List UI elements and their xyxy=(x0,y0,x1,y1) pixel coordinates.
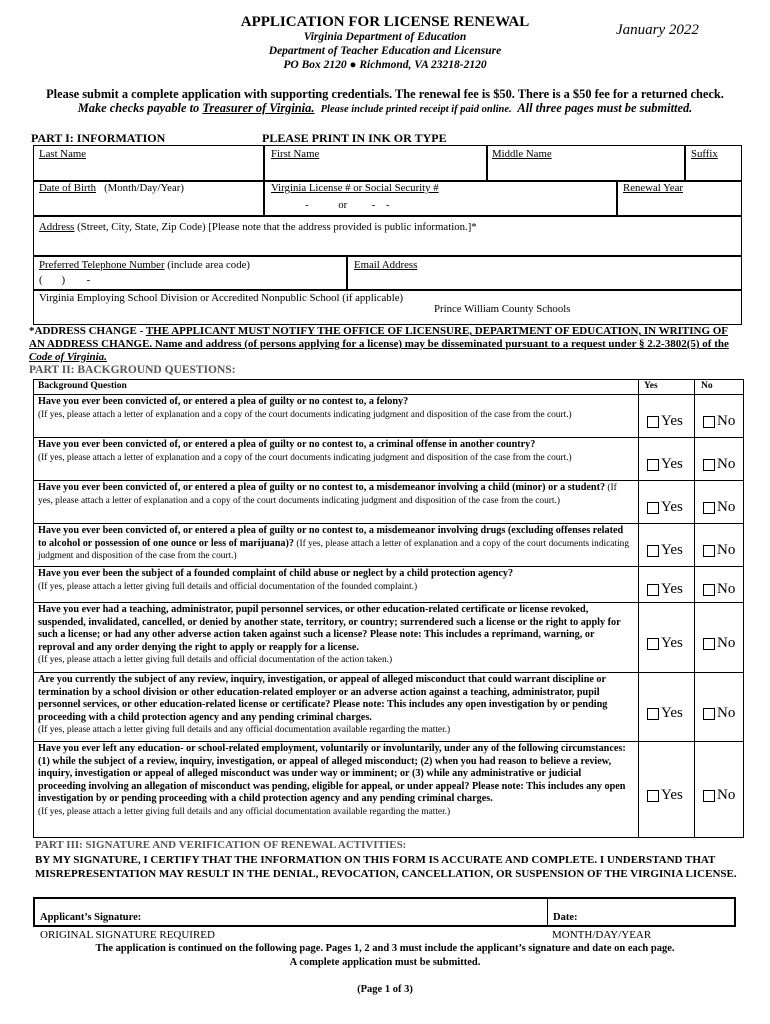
yes-label: Yes xyxy=(661,542,683,558)
first-name-field[interactable] xyxy=(264,145,487,181)
no-cell xyxy=(694,742,746,837)
question-instructions: (If yes, please attach a letter of explanation and a copy of the court documents indicating judgment and disposition of the case from the court.) xyxy=(38,452,572,463)
no-label: No xyxy=(717,705,736,721)
yes-label: Yes xyxy=(661,456,683,472)
license-format: - or - - xyxy=(305,199,390,211)
question-prompt: Have you ever left any education- or school-related employment, voluntarily or involuntarily, under any of the following circumstances: (1) while the subject of a review, inquiry, investigation, or appeal of alleged misconduct; (2) when you had reason to believe a review, inquiry, investigation or appeal of alleged misconduct was under way or imminent; or (3) while any administrative or judicial proceeding involving an allegation of misconduct was pending, eligible for appeal, or under appeal? Please note: This includes any open investigation by or pending proceeding with a child protection agency and any pending criminal charges. xyxy=(38,743,626,804)
license-ssn-field[interactable] xyxy=(264,181,617,216)
checkbox-square-icon xyxy=(703,708,715,720)
yes-label: Yes xyxy=(661,581,683,597)
middle-name-field[interactable] xyxy=(487,145,685,181)
no-cell xyxy=(694,567,746,602)
pages-note: All three pages must be submitted. xyxy=(517,101,693,115)
email-field[interactable] xyxy=(347,256,742,290)
date-label: Date: xyxy=(553,912,578,923)
yes-checkbox[interactable] xyxy=(647,581,683,598)
no-cell xyxy=(694,673,746,741)
form-title: APPLICATION FOR LICENSE RENEWAL xyxy=(240,14,530,30)
checkbox-square-icon xyxy=(703,459,715,471)
no-cell xyxy=(694,438,746,480)
signature-date-field[interactable] xyxy=(548,899,736,925)
last-name-field[interactable] xyxy=(33,145,264,181)
question-text xyxy=(34,742,634,819)
employer-value: Prince William County Schools xyxy=(434,303,571,315)
question-prompt: Are you currently the subject of any review, inquiry, investigation, or appeal of alleged misconduct that could warrant discipline or termination by a school division or other education-related employer or an adverse action against a teaching, administrator, pupil personnel services, or other education-related license or certificate? Please note: This includes any open investigation by or pending proceeding with a child protection agency and any pending criminal charges. xyxy=(38,674,608,723)
no-label: No xyxy=(717,413,736,429)
yes-label: Yes xyxy=(661,499,683,515)
checkbox-square-icon xyxy=(647,584,659,596)
no-cell xyxy=(694,395,746,437)
question-prompt: Have you ever been convicted of, or entered a plea of guilty or no contest to, a criminal offense in another country? xyxy=(38,439,536,450)
checkbox-square-icon xyxy=(647,502,659,514)
no-checkbox[interactable] xyxy=(703,542,735,559)
address-label-wrap xyxy=(39,221,477,233)
no-label: No xyxy=(717,787,736,803)
address-note: (Street, City, State, Zip Code) [Please note that the address provided is public information.]* xyxy=(74,221,477,233)
checkbox-square-icon xyxy=(647,790,659,802)
yes-cell xyxy=(638,438,695,480)
question-row xyxy=(33,603,744,673)
no-checkbox[interactable] xyxy=(703,456,735,473)
col-no-cell xyxy=(694,380,745,394)
address-change-note xyxy=(29,325,744,364)
question-instructions: (If yes, please attach a letter giving full details and official documentation of the action taken.) xyxy=(38,655,393,665)
last-name-label: Last Name xyxy=(39,148,87,160)
footer-complete: A complete application must be submitted. xyxy=(289,957,481,968)
yes-label: Yes xyxy=(661,635,683,651)
question-instructions: (If yes, please attach a letter giving full details and any official documentation available regarding the matter.) xyxy=(38,806,451,817)
no-checkbox[interactable] xyxy=(703,705,735,722)
phone-label: Preferred Telephone Number xyxy=(39,259,165,271)
checkbox-square-icon xyxy=(647,459,659,471)
col-question: Background Question xyxy=(38,381,127,391)
no-checkbox[interactable] xyxy=(703,581,735,598)
col-no: No xyxy=(701,381,713,391)
address-change-lead: *ADDRESS CHANGE - xyxy=(29,325,146,337)
dob-field[interactable] xyxy=(33,181,264,216)
yes-cell xyxy=(638,481,695,523)
question-row xyxy=(33,673,744,742)
checkbox-square-icon xyxy=(703,790,715,802)
signature-subtext: ORIGINAL SIGNATURE REQUIRED xyxy=(40,929,215,941)
checkbox-square-icon xyxy=(647,545,659,557)
question-text xyxy=(34,395,634,422)
no-label: No xyxy=(717,635,736,651)
no-checkbox[interactable] xyxy=(703,787,735,804)
division-name: Department of Teacher Education and Licensure xyxy=(268,45,502,57)
middle-name-label: Middle Name xyxy=(492,148,552,160)
checkbox-square-icon xyxy=(703,502,715,514)
no-cell xyxy=(694,481,746,523)
question-row xyxy=(33,567,744,603)
yes-checkbox[interactable] xyxy=(647,413,683,430)
no-label: No xyxy=(717,581,736,597)
no-checkbox[interactable] xyxy=(703,413,735,430)
address-change-body: THE APPLICANT MUST NOTIFY THE OFFICE OF LICENSURE, DEPARTMENT OF EDUCATION, IN WRITING OF AN ADDRESS CHANGE. Name and address (of persons applying for a license) may be disseminated pursuant to a request under § 2.2-3802(5) of the xyxy=(29,325,729,350)
question-row xyxy=(33,742,744,838)
employer-label: Virginia Employing School Division or Accredited Nonpublic School (if applicable) xyxy=(39,292,404,304)
print-note: PLEASE PRINT IN INK OR TYPE xyxy=(262,131,447,145)
license-label: Virginia License # or Social Security # xyxy=(271,182,439,194)
no-checkbox[interactable] xyxy=(703,499,735,516)
no-label: No xyxy=(717,499,736,515)
question-instructions: (If yes, please attach a letter giving full details and any official documentation available regarding the matter.) xyxy=(38,725,451,735)
question-row xyxy=(33,395,744,438)
renewal-year-label: Renewal Year xyxy=(623,182,683,194)
no-cell xyxy=(694,524,746,566)
part2-heading: PART II: BACKGROUND QUESTIONS: xyxy=(29,364,236,376)
no-checkbox[interactable] xyxy=(703,635,735,652)
question-row xyxy=(33,481,744,524)
dob-format: (Month/Day/Year) xyxy=(104,182,184,194)
employer-field[interactable] xyxy=(33,290,742,325)
yes-checkbox[interactable] xyxy=(647,787,683,804)
dob-label-wrap xyxy=(39,182,184,194)
question-prompt: Have you ever been the subject of a founded complaint of child abuse or neglect by a child protection agency? xyxy=(38,568,514,579)
yes-cell xyxy=(638,567,695,602)
address-field[interactable] xyxy=(33,216,742,256)
yes-checkbox[interactable] xyxy=(647,705,683,722)
question-row xyxy=(33,524,744,567)
phone-note: (include area code) xyxy=(164,259,250,271)
checkbox-square-icon xyxy=(703,584,715,596)
yes-checkbox[interactable] xyxy=(647,542,683,559)
no-label: No xyxy=(717,456,736,472)
question-prompt: Have you ever been convicted of, or entered a plea of guilty or no contest to, a felony? xyxy=(38,396,409,407)
question-instructions: (If yes, please attach a letter of explanation and a copy of the court documents indicating judgment and disposition of the case from the court.) xyxy=(38,538,630,561)
suffix-label: Suffix xyxy=(691,148,718,160)
yes-cell xyxy=(638,673,695,741)
col-yes-cell xyxy=(638,380,695,394)
phone-field[interactable] xyxy=(33,256,347,290)
checkbox-square-icon xyxy=(703,638,715,650)
form-date: January 2022 xyxy=(616,22,699,38)
question-text xyxy=(34,524,634,564)
question-instructions: (If yes, please attach a letter of explanation and a copy of the court documents indicating judgment and disposition of the case from the court.) xyxy=(38,409,572,420)
question-instructions: (If yes, please attach a letter giving full details and official documentation of the founded complaint.) xyxy=(38,581,418,592)
checkbox-square-icon xyxy=(703,545,715,557)
yes-cell xyxy=(638,603,695,672)
question-text xyxy=(34,438,634,465)
mailing-address: PO Box 2120 ● Richmond, VA 23218-2120 xyxy=(283,59,487,71)
phone-format: ( ) - xyxy=(39,274,91,286)
page-number: (Page 1 of 3) xyxy=(357,984,413,995)
yes-checkbox[interactable] xyxy=(647,635,683,652)
payee-text: Treasurer of Virginia. xyxy=(202,101,315,115)
renewal-year-field[interactable] xyxy=(617,181,742,216)
code-of-virginia: Code of Virginia. xyxy=(29,351,107,363)
yes-cell xyxy=(638,742,695,837)
question-prompt: Have you ever been convicted of, or entered a plea of guilty or no contest to, a misdemeanor involving a child (minor) or a student? xyxy=(38,482,606,493)
footer-continued: The application is continued on the following page. Pages 1, 2 and 3 must include the applicant’s signature and date on each page. xyxy=(95,943,675,954)
part3-heading: PART III: SIGNATURE AND VERIFICATION OF RENEWAL ACTIVITIES: xyxy=(35,839,407,851)
question-text xyxy=(34,603,634,668)
signature-box xyxy=(33,897,736,927)
first-name-label: First Name xyxy=(271,148,320,160)
dob-label: Date of Birth xyxy=(39,182,96,194)
checkbox-square-icon xyxy=(647,416,659,428)
certification-text: BY MY SIGNATURE, I CERTIFY THAT THE INFORMATION ON THIS FORM IS ACCURATE AND COMPLETE. I UNDERSTAND THAT MISREPRESENTATION MAY RESULT IN THE DENIAL, REVOCATION, CANCELLATION, OR SUSPENSION OF THE VIRGINIA LICENSE. xyxy=(35,854,737,880)
intro-fee-line: Please submit a complete application with supporting credentials. The renewal fee is $50. There is a $50 fee for a returned check. xyxy=(46,87,724,101)
suffix-field[interactable] xyxy=(685,145,742,181)
signature-label: Applicant’s Signature: xyxy=(40,912,142,923)
question-text xyxy=(34,673,634,738)
email-label: Email Address xyxy=(354,259,418,271)
col-yes: Yes xyxy=(644,381,658,391)
yes-label: Yes xyxy=(661,705,683,721)
yes-label: Yes xyxy=(661,413,683,429)
agency-name: Virginia Department of Education xyxy=(303,31,467,43)
date-subtext: MONTH/DAY/YEAR xyxy=(552,929,652,941)
payable-to-text: Make checks payable to xyxy=(77,101,203,115)
no-cell xyxy=(694,603,746,672)
online-note: Please include printed receipt if paid online. xyxy=(320,104,512,115)
questions-header-row xyxy=(33,379,744,395)
question-instructions: (If yes, please attach a letter of explanation and a copy of the court documents indicating judgment and disposition of the case from the court.) xyxy=(38,483,617,506)
phone-label-wrap xyxy=(39,259,250,271)
question-text xyxy=(34,481,634,508)
address-label: Address xyxy=(39,221,75,233)
checkbox-square-icon xyxy=(703,416,715,428)
checkbox-square-icon xyxy=(647,638,659,650)
yes-checkbox[interactable] xyxy=(647,456,683,473)
yes-checkbox[interactable] xyxy=(647,499,683,516)
question-text xyxy=(34,567,634,594)
signature-field[interactable] xyxy=(35,899,548,925)
yes-label: Yes xyxy=(661,787,683,803)
question-prompt: Have you ever had a teaching, administrator, pupil personnel services, or other education-related certificate or license revoked, suspended, invalidated, cancelled, or denied by another state, territory, or country; surrendered such a license or the right to apply for such a license; or had any other adverse action taken against such a license? Please note: This includes a reprimand, warning, or reproval and any order denying the right to apply or reapply for a license. xyxy=(38,604,621,653)
part1-heading: PART I: INFORMATION xyxy=(31,131,166,145)
yes-cell xyxy=(638,395,695,437)
intro-payment-line xyxy=(0,101,770,116)
question-row xyxy=(33,438,744,481)
checkbox-square-icon xyxy=(647,708,659,720)
question-prompt: Have you ever been convicted of, or entered a plea of guilty or no contest to, a misdemeanor involving drugs (excluding offenses related to alcohol or possession of one ounce or less of marijuana)? xyxy=(38,525,624,549)
yes-cell xyxy=(638,524,695,566)
no-label: No xyxy=(717,542,736,558)
